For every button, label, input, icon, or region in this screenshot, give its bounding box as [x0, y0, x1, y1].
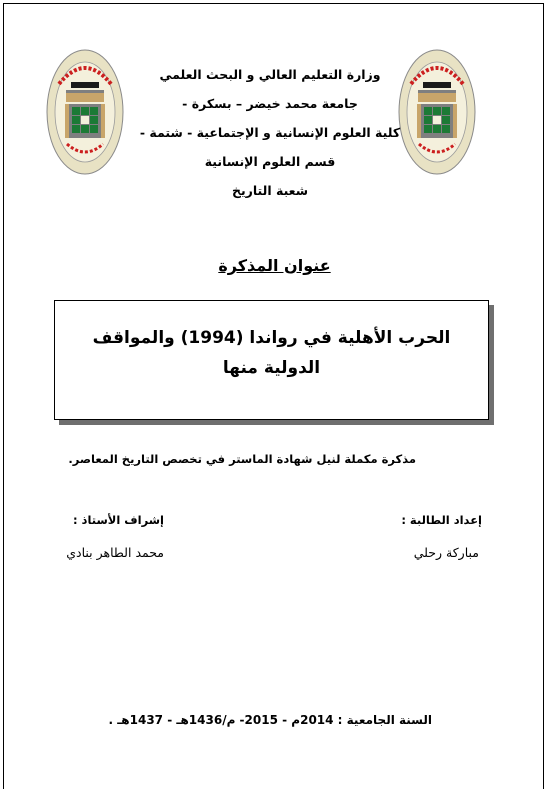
- supervisor-label: إشراف الأستاذ :: [72, 513, 164, 527]
- degree-subtitle: مذكرة مكملة لنيل شهادة الماستر في تخصص التاريخ المعاصر.: [68, 452, 416, 466]
- university-seal-logo-left: [45, 48, 125, 176]
- department-line: قسم العلوم الإنسانية: [204, 154, 336, 169]
- institution-header: [130, 60, 410, 205]
- branch-line: شعبة التاريخ: [231, 183, 309, 198]
- university-line: جامعة محمد خيضر – بسكرة -: [182, 96, 358, 111]
- thesis-title: الحرب الأهلية في رواندا (1994) والمواقف الدولية منها: [92, 328, 451, 378]
- ministry-line: وزارة التعليم العالي و البحث العلمي: [159, 67, 381, 82]
- student-label: إعداد الطالبة :: [401, 513, 482, 527]
- student-name: مباركة رحلي: [413, 545, 479, 560]
- supervisor-name: محمد الطاهر بنادي: [66, 545, 164, 560]
- memo-heading: عنوان المذكرة: [218, 256, 331, 275]
- faculty-line: كلية العلوم الإنسانية و الإجتماعية - شتمة -: [139, 125, 401, 140]
- university-seal-icon: [45, 48, 125, 176]
- thesis-title-box: [54, 300, 489, 420]
- academic-year: السنة الجامعية : 2014م - 2015- م/1436هـ - 1437هـ .: [108, 713, 432, 727]
